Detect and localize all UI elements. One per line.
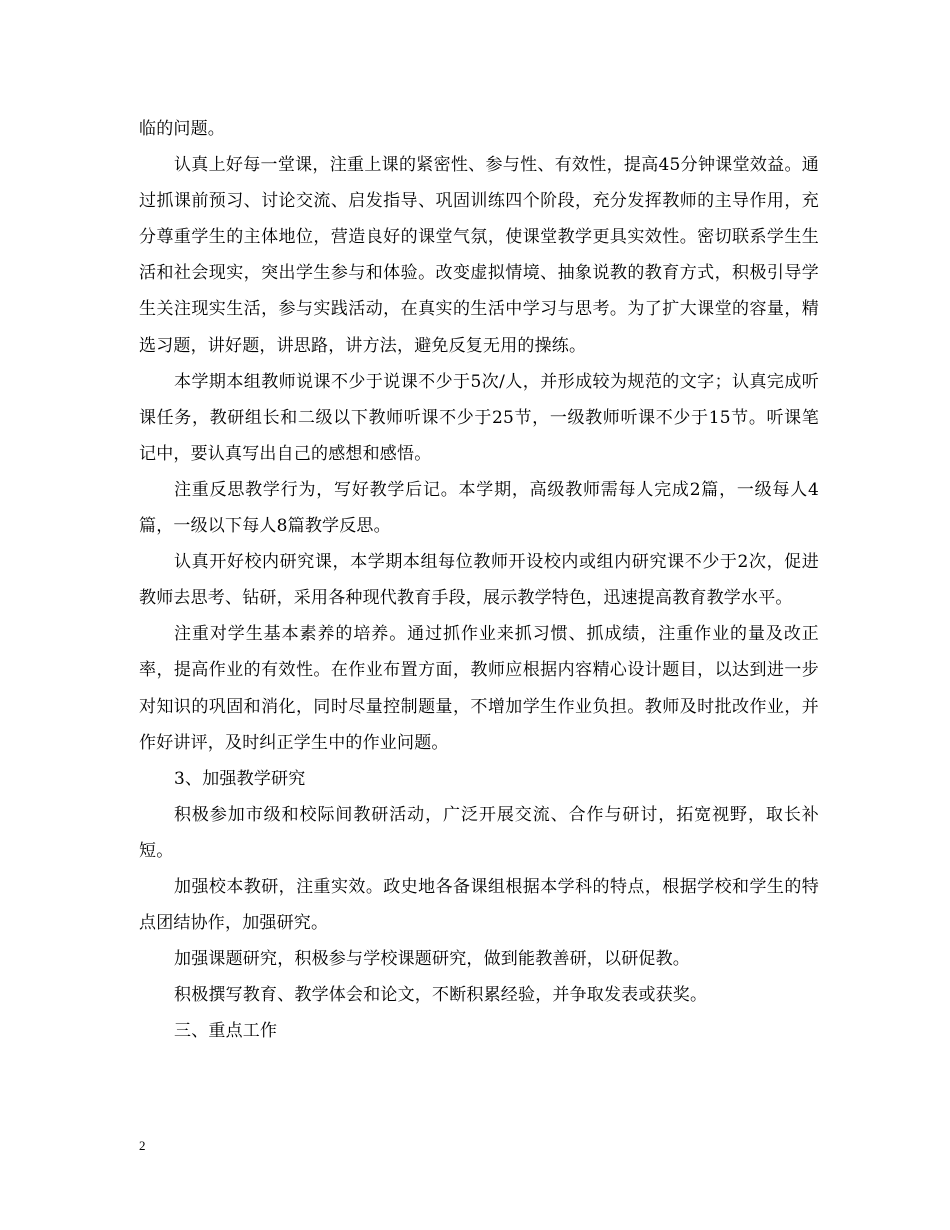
paragraph-external-research: 积极参加市级和校际间教研活动，广泛开展交流、合作与研讨，拓宽视野，取长补短。 [139,804,819,861]
document-body [139,111,819,1049]
paragraph-research-lessons: 认真开好校内研究课，本学期本组每位教师开设校内或组内研究课不少于2次，促进教师去思考、钻研，采用各种现代教育手段，展示教学特色，迅速提高教育教学水平。 [139,552,819,609]
paragraph-project-research: 加强课题研究，积极参与学校课题研究，做到能教善研，以研促教。 [174,949,690,970]
paragraph-lesson-observation: 本学期本组教师说课不少于说课不少于5次/人，并形成较为规范的文字；认真完成听课任务，教研组长和二级以下教师听课不少于25节，一级教师听课不少于15节。听课笔记中，要认真写出自己的感想和感悟。 [139,371,819,464]
page-number: 2 [139,1138,146,1153]
paragraph-school-research: 加强校本教研，注重实效。政史地各备课组根据本学科的特点，根据学校和学生的特点团结协作，加强研究。 [139,876,819,934]
paragraph-homework: 注重对学生基本素养的培养。通过抓作业来抓习惯、抓成绩，注重作业的量及改正率，提高作业的有效性。在作业布置方面，教师应根据内容精心设计题目，以达到进一步对知识的巩固和消化，同时尽量控制题量，不增加学生作业负担。教师及时批改作业，并作好讲评，及时纠正学生中的作业问题。 [139,624,819,753]
paragraph-teaching-reflection: 注重反思教学行为，写好教学后记。本学期，高级教师需每人完成2篇，一级每人4篇，一级以下每人8篇教学反思。 [139,479,819,537]
paragraph-continuation: 临的问题。 [139,119,225,139]
paragraph-classroom-teaching: 认真上好每一堂课，注重上课的紧密性、参与性、有效性，提高45分钟课堂效益。通过抓课前预习、讨论交流、启发指导、巩固训练四个阶段，充分发挥教师的主导作用，充分尊重学生的主体地位，营造良好的课堂气氛，使课堂教学更具实效性。密切联系学生生活和社会现实，突出学生参与和体验。改变虚拟情境、抽象说教的教育方式，积极引导学生关注现实生活，参与实践活动，在真实的生活中学习与思考。为了扩大课堂的容量，精选习题，讲好题，讲思路，讲方法，避免反复无用的操练。 [139,155,819,356]
section-heading-teaching-research: 3、加强教学研究 [174,768,306,789]
paragraph-papers: 积极撰写教育、教学体会和论文，不断积累经验，并争取发表或获奖。 [174,985,708,1006]
section-heading-key-work: 三、重点工作 [174,1021,278,1042]
